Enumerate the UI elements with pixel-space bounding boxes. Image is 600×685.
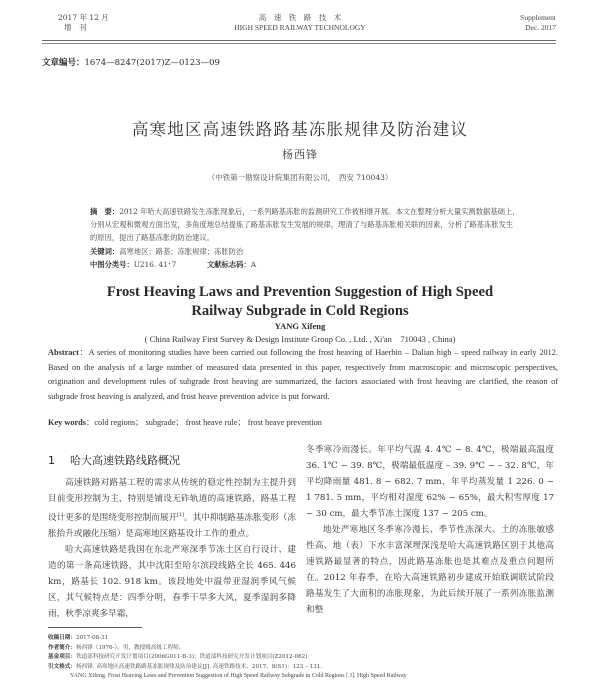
footnote-rule	[48, 627, 142, 628]
header-supplement-en: Supplement	[520, 13, 556, 22]
keywords-cn-text: 高寒地区；路基；冻胀规律；冻胀防治	[119, 247, 244, 256]
abstract-cn	[90, 205, 520, 244]
title-cn: 高寒地区高速铁路路基冻胀规律及防治建议	[131, 120, 469, 139]
author-bio-label: 作者简介：	[48, 644, 76, 651]
paragraph: 地处严寒地区冬季寒冷漫长、季节性冻深大、土的冻胀敏感性高、地（表）下水丰富深埋深浅是哈大高速铁路区别于其他高速铁路最显著的特点，因此路基冻胀也是其难点及重点问题所在。2012 年春季，在哈大高速铁路初步建成开始联调联试阶段路基发生了大面积的冻胀现象，为此后续开展了一系列冻胀监测和整	[306, 525, 554, 615]
paragraph-text: 。其中抑制路基冻胀变形（冻胀抬升或融化压缩）是高寒地区路基设计工作的重点。	[48, 512, 296, 539]
title-en-line1: Frost Heaving Laws and Prevention Suggestion of High Speed	[106, 284, 494, 300]
abstract-en	[48, 346, 558, 404]
keywords-cn	[90, 247, 520, 257]
abstract-cn-label: 摘 要：	[90, 207, 120, 216]
article-number-value: 1674—8247(2017)Z—0123—09	[84, 58, 220, 68]
abstract-cn-text: 2012 年哈大高速铁路发生冻胀现象后，一系列路基冻胀的监测研究工作被相继开展。本文在整理分析大量实测数据基础上，分别从宏观和微观方面出发，多角度地总结提炼了路基冻胀发生发展的规律，理清了与路基冻胀相关联的因素，分析了路基冻胀发生的原因，提出了路基冻胀的防治建议。	[90, 207, 520, 242]
footnote-received	[48, 634, 568, 644]
keywords-en-label: Key words	[48, 418, 87, 427]
header-supplement-cn: 增 刊	[64, 23, 87, 32]
journal-name-en: HIGH SPEED RAILWAY TECHNOLOGY	[234, 23, 366, 32]
author-en: YANG Xifeng	[274, 321, 326, 331]
body-column-right	[306, 442, 554, 618]
citation-ref: [1]	[177, 512, 185, 518]
header-journal	[0, 13, 600, 33]
paragraph: 冬季寒冷而漫长。年平均气温 4. 4℃ ~ 8. 4℃，极端最高温度 36. 1℃ ~ 39. 8℃，极端最低温度 – 39. 9℃ ~ – 32. 8℃，年平均降雨量 481. 8 ~ 682. 7 mm，年平均蒸发量 1 226. 0 ~ 1 781. 5 mm，平均相对湿度 62% ~ 65%，最大积雪厚度 17 ~ 30 cm，最大季节冻土深度 137 ~ 205 cm。	[306, 445, 554, 519]
section-title: 哈大高速铁路线路概况	[70, 454, 180, 467]
paragraph: 哈大高速铁路是我国在东北严寒深季节冻土区自行设计、建造的第一条高速铁路，其中沈阳至哈尔滨段线路全长 465. 446 km，路基长 102. 918 km。该段地处中温带亚湿润季风气候区，其气候特点是：四季分明，春季干旱多大风，夏季湿润多降雨，秋季凉爽多早霜，	[48, 544, 296, 619]
section-heading	[48, 452, 180, 468]
paragraph-text: 高速铁路对路基工程的需求从传统的稳定性控制为主提升到目前变形控制为主，特别是铺设无砟轨道的高速铁路，路基工程设计更多的是围绕变形控制而展开	[48, 478, 296, 523]
author-cn: 杨西锋	[282, 148, 318, 161]
affiliation-en: ( China Railway First Survey & Design Institute Group Co. , Ltd. , Xi'an 710043 , China)	[144, 334, 456, 344]
title-en	[0, 283, 600, 321]
title-en-line2: Railway Subgrade in Cold Regions	[191, 303, 409, 319]
fund-text: 铁道部科技研究开发计划项目(2006G011-B-3)；铁道部科技研究开发计划项目(Z2012-062)	[75, 654, 308, 660]
header-date-cn: 2017 年 12 月	[58, 13, 109, 22]
classification-cn	[90, 260, 520, 270]
header-rule-thick	[42, 40, 556, 41]
keywords-en	[48, 416, 558, 428]
affiliation-cn: （中铁第一勘察设计院集团有限公司， 西安 710043）	[207, 173, 393, 182]
keywords-en-text: ：cold regions； subgrade； frost heave rule； frost heave prevention	[86, 418, 322, 427]
doc-code-label: 文献标志码：	[206, 260, 251, 269]
footnotes	[48, 634, 568, 682]
doc-code-value: A	[250, 260, 256, 269]
body-column-left	[48, 475, 296, 622]
paragraph	[48, 475, 296, 542]
header-date-en: Dec. 2017	[525, 23, 556, 32]
received-label: 收稿日期：	[48, 635, 76, 641]
header-right	[520, 13, 556, 33]
article-number-label: 文章编号：	[42, 58, 85, 68]
abstract-en-text: ：A series of monitoring studies have been carried out following the frost heaving of Haerbin – Dalian high – speed railway in early 2012. Based on the analysis of a large number of measured data presented in this paper, respectively from macroscopic and microscopic perspectives, origination and development rules of subgrade frost heaving are summarized, the factors associated with frost heaving are clarified, the reason of subgrade frost heaving is analyzed, and frost heave prevention advice is put forward.	[48, 348, 558, 401]
fund-label: 基金项目：	[48, 654, 76, 660]
section-number: 1	[48, 454, 55, 467]
header-rule-thin	[42, 43, 556, 44]
author-bio: 杨西锋（1976-），男，教授级高级工程师。	[75, 644, 185, 651]
citation-label: 引文格式：	[48, 663, 76, 670]
clc-value: U216. 41⁺7	[133, 260, 177, 269]
clc-label: 中图分类号：	[90, 260, 134, 269]
footnote-citation	[48, 663, 568, 673]
abstract-en-label: Abstract	[48, 348, 79, 357]
citation-en: YANG Xifeng. Frost Heaving Laws and Prevention Suggestion of High Speed Railway Subgrade in Cold Regions [ J]. High Speed Railway	[70, 673, 407, 679]
keywords-cn-label: 关键词：	[90, 247, 120, 256]
journal-name-cn: 高 速 铁 路 技 术	[258, 13, 342, 22]
footnote-fund	[48, 653, 568, 663]
article-number	[42, 56, 220, 68]
citation-cn: 杨西锋. 高寒地区高速铁路路基冻胀规律及防治建议[J]. 高速铁路技术，2017，8(S1)：123 – 131.	[75, 663, 323, 670]
footnote-author	[48, 644, 568, 654]
received-date: 2017-08-31	[75, 635, 109, 641]
